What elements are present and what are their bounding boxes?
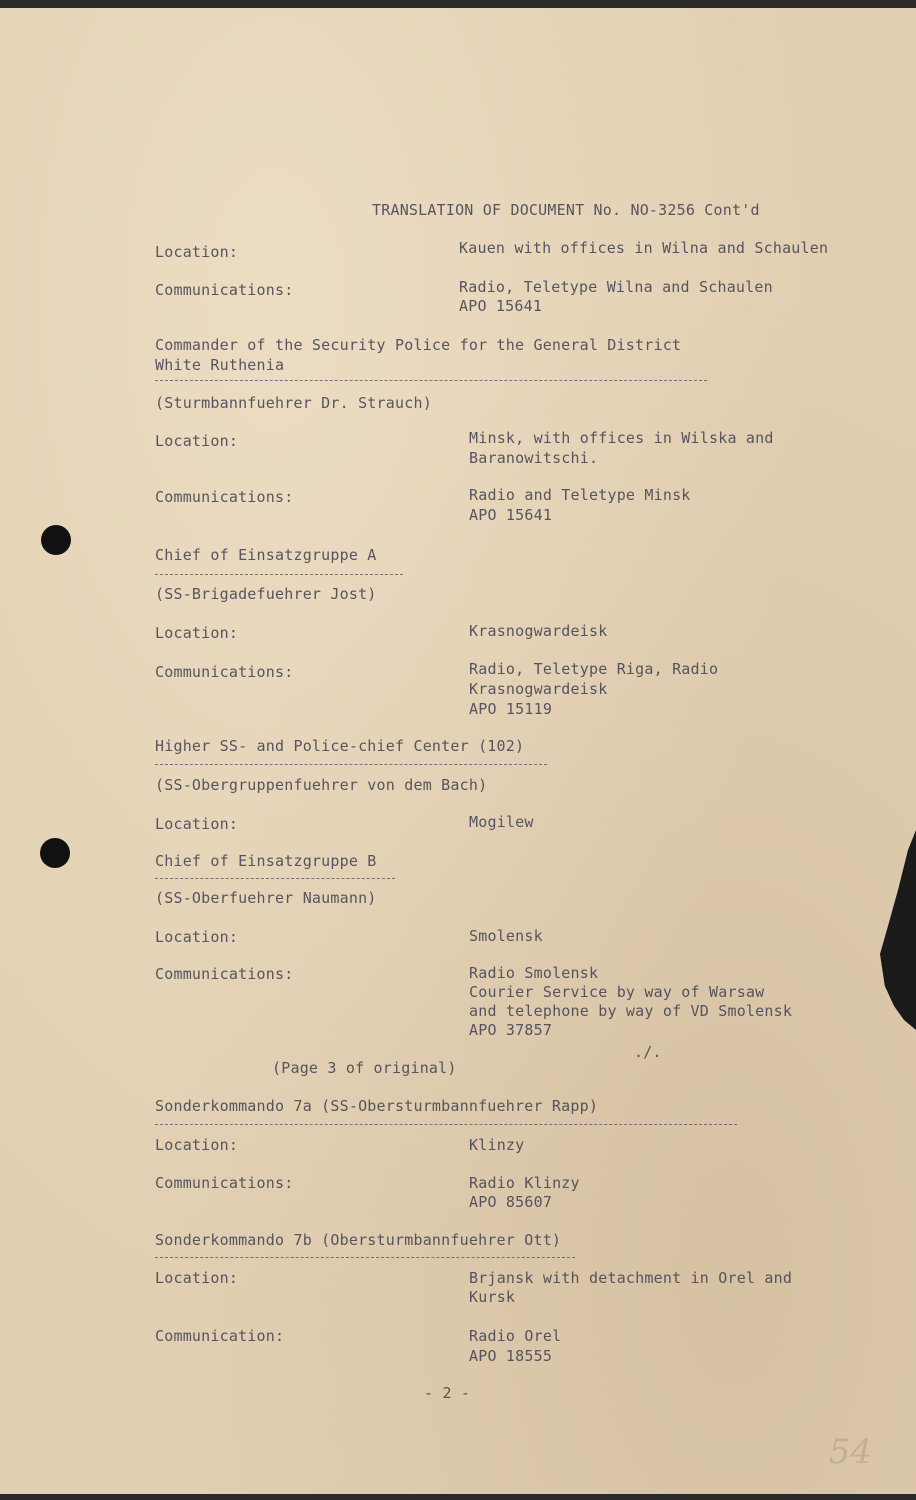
communications-label: Communications: (155, 488, 294, 506)
section-underline (155, 1257, 575, 1258)
officer-name: (SS-Brigadefuehrer Jost) (155, 585, 377, 603)
communications-value: Radio, Teletype Riga, Radio (469, 660, 719, 678)
apo-number: APO 15641 (459, 297, 543, 315)
location-label: Location: (155, 815, 239, 833)
punch-hole (40, 838, 70, 868)
location-label: Location: (155, 624, 239, 642)
location-value: Krasnogwardeisk (469, 622, 608, 640)
location-label: Location: (155, 243, 239, 261)
section-title: Sonderkommando 7a (SS-Obersturmbannfuehrer Rapp) (155, 1097, 599, 1115)
section-underline (155, 380, 707, 381)
location-label: Location: (155, 432, 239, 450)
section-title: Sonderkommando 7b (Obersturmbannfuehrer Ott) (155, 1231, 562, 1249)
page-note: (Page 3 of original) (272, 1059, 457, 1077)
communications-label: Communication: (155, 1327, 285, 1345)
communications-label: Communications: (155, 663, 294, 681)
section-title: Commander of the Security Police for the General District (155, 336, 682, 354)
communications-value-line-2: Courier Service by way of Warsaw (469, 983, 765, 1001)
pencil-annotation: 54 (828, 1432, 872, 1472)
officer-name: (SS-Oberfuehrer Naumann) (155, 889, 377, 907)
location-value: Kauen with offices in Wilna and Schaulen (459, 239, 829, 257)
continuation-mark: ./. (634, 1043, 662, 1061)
location-value: Klinzy (469, 1136, 525, 1154)
location-value-line-2: Baranowitschi. (469, 449, 599, 467)
section-title-line-2: White Ruthenia (155, 356, 285, 374)
apo-number: APO 18555 (469, 1347, 553, 1365)
communications-label: Communications: (155, 281, 294, 299)
scan-edge-top (0, 0, 916, 8)
scan-edge-bottom (0, 1494, 916, 1500)
document-header: TRANSLATION OF DOCUMENT No. NO-3256 Cont'd (372, 201, 760, 219)
torn-edge (876, 830, 916, 1030)
location-value: Minsk, with offices in Wilska and (469, 429, 774, 447)
apo-number: APO 85607 (469, 1193, 553, 1211)
section-underline (155, 764, 547, 765)
communications-label: Communications: (155, 1174, 294, 1192)
page-number: - 2 - (424, 1384, 471, 1402)
section-underline (155, 878, 395, 879)
communications-value-line-2: Krasnogwardeisk (469, 680, 608, 698)
communications-value: Radio Smolensk (469, 964, 599, 982)
officer-name: (SS-Obergruppenfuehrer von dem Bach) (155, 776, 488, 794)
section-title: Higher SS- and Police-chief Center (102) (155, 737, 525, 755)
communications-value: Radio Orel (469, 1327, 562, 1345)
location-label: Location: (155, 1269, 239, 1287)
location-label: Location: (155, 928, 239, 946)
communications-value: Radio and Teletype Minsk (469, 486, 691, 504)
communications-value: Radio, Teletype Wilna and Schaulen (459, 278, 773, 296)
communications-label: Communications: (155, 965, 294, 983)
apo-number: APO 15641 (469, 506, 553, 524)
location-label: Location: (155, 1136, 239, 1154)
location-value: Smolensk (469, 927, 543, 945)
punch-hole (41, 525, 71, 555)
officer-name: (Sturmbannfuehrer Dr. Strauch) (155, 394, 432, 412)
communications-value-line-3: and telephone by way of VD Smolensk (469, 1002, 793, 1020)
apo-number: APO 15119 (469, 700, 553, 718)
communications-value: Radio Klinzy (469, 1174, 580, 1192)
location-value: Mogilew (469, 813, 534, 831)
section-underline (155, 574, 403, 575)
section-underline (155, 1124, 737, 1125)
location-value-line-2: Kursk (469, 1288, 516, 1306)
section-title: Chief of Einsatzgruppe B (155, 852, 377, 870)
location-value: Brjansk with detachment in Orel and (469, 1269, 793, 1287)
apo-number: APO 37857 (469, 1021, 553, 1039)
section-title: Chief of Einsatzgruppe A (155, 546, 377, 564)
